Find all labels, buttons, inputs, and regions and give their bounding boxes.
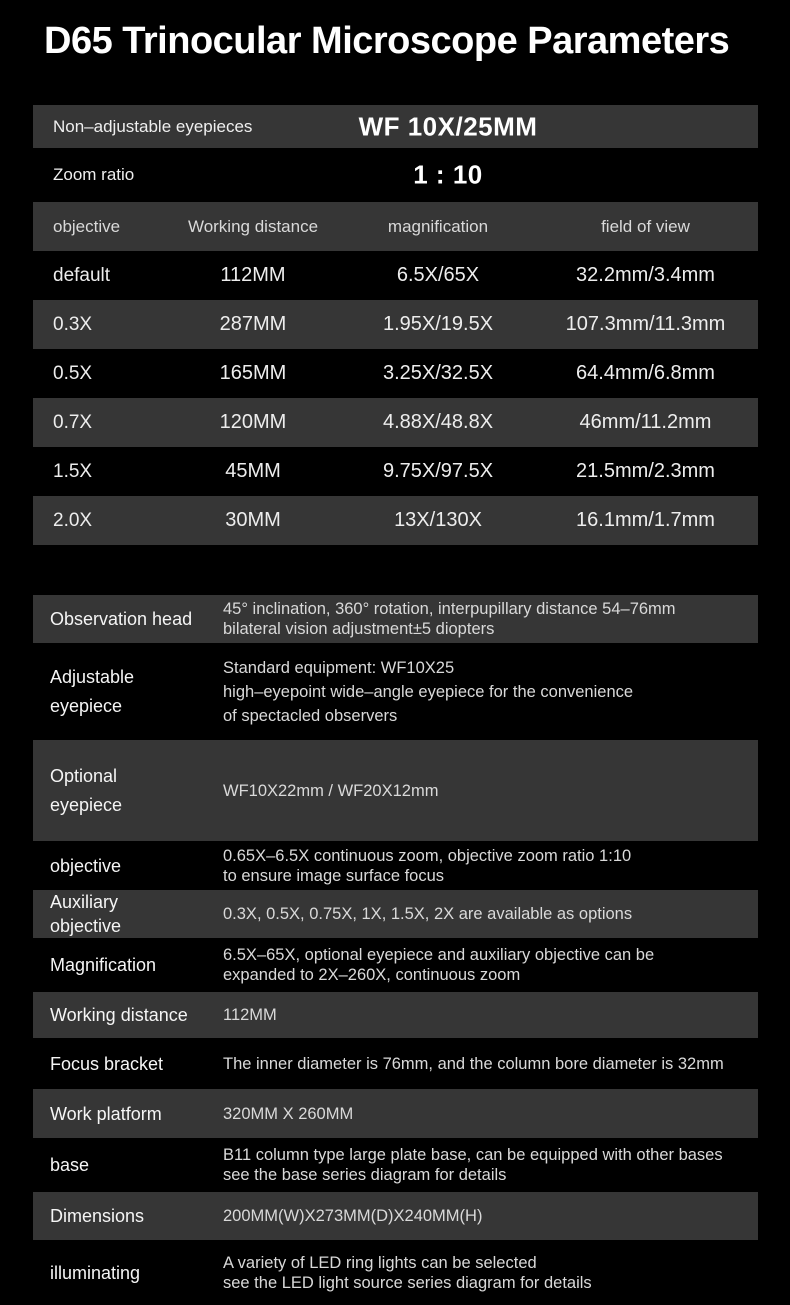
page-title: D65 Trinocular Microscope Parameters xyxy=(44,20,730,62)
spec-label: objective xyxy=(50,855,122,876)
table-row xyxy=(33,349,758,398)
table-row xyxy=(33,496,758,545)
spec-row-adjustable-eyepiece xyxy=(33,643,758,740)
spec-row-auxiliary-objective xyxy=(33,890,758,938)
spec-row-optional-eyepiece xyxy=(33,740,758,841)
table-cell: 112MM xyxy=(220,264,286,286)
spec-label: Adjustable eyepiece xyxy=(50,666,135,716)
spec-label: Optional eyepiece xyxy=(50,765,123,815)
spec-value: 1 : 10 xyxy=(413,159,483,190)
spec-row-magnification xyxy=(33,938,758,992)
table-cell: 165MM xyxy=(219,362,287,384)
top-spec-row-zoom-ratio xyxy=(33,148,758,202)
spec-row-observation-head xyxy=(33,595,758,643)
table-cell: 4.88X/48.8X xyxy=(382,411,494,433)
spec-label: Observation head xyxy=(50,609,193,629)
column-header: Working distance xyxy=(187,216,319,236)
table-cell: 1.95X/19.5X xyxy=(382,313,494,335)
table-row xyxy=(33,398,758,447)
spec-value: WF10X22mm / WF20X12mm xyxy=(223,781,439,800)
table-cell: default xyxy=(53,264,111,286)
spec-label: Zoom ratio xyxy=(53,165,135,184)
spec-value: The inner diameter is 76mm, and the column bore diameter is 32mm xyxy=(223,1054,724,1073)
top-spec-row-eyepieces xyxy=(33,105,758,148)
spec-value: 112MM xyxy=(223,1006,277,1024)
spec-label: Magnification xyxy=(50,955,157,975)
spec-row-dimensions xyxy=(33,1192,758,1240)
table-cell: 13X/130X xyxy=(394,509,482,531)
table-cell: 2.0X xyxy=(53,509,93,531)
table-cell: 16.1mm/1.7mm xyxy=(576,509,715,531)
table-cell: 3.25X/32.5X xyxy=(382,362,494,384)
spec-row-work-platform xyxy=(33,1089,758,1138)
spec-label: illuminating xyxy=(50,1262,141,1283)
spec-row-base xyxy=(33,1138,758,1192)
spec-label: Focus bracket xyxy=(50,1053,164,1074)
table-cell: 0.5X xyxy=(53,362,93,384)
table-cell: 1.5X xyxy=(53,460,93,482)
spec-value: 0.65X–6.5X continuous zoom, objective zoom ratio 1:10 to ensure image surface focus xyxy=(223,846,632,885)
spec-row-objective xyxy=(33,841,758,890)
spec-value: A variety of LED ring lights can be selected see the LED light source series diagram for details xyxy=(223,1253,592,1292)
spec-label: base xyxy=(50,1155,90,1175)
table-cell: 120MM xyxy=(219,411,287,433)
table-row xyxy=(33,447,758,496)
table-cell: 6.5X/65X xyxy=(396,264,480,286)
table-cell: 9.75X/97.5X xyxy=(382,460,494,482)
table-cell: 0.3X xyxy=(53,313,93,335)
column-header: magnification xyxy=(387,216,489,236)
spec-value: 6.5X–65X, optional eyepiece and auxiliary objective can be expanded to 2X–260X, continuous zoom xyxy=(223,946,655,984)
table-row xyxy=(33,300,758,349)
spec-row-working-distance xyxy=(33,992,758,1038)
table-cell: 46mm/11.2mm xyxy=(579,411,712,433)
column-header: objective xyxy=(53,216,121,236)
table-cell: 45MM xyxy=(225,460,281,482)
spec-row-focus-bracket xyxy=(33,1038,758,1089)
table-cell: 107.3mm/11.3mm xyxy=(565,313,726,335)
table-cell: 32.2mm/3.4mm xyxy=(576,264,715,286)
spec-value: B11 column type large plate base, can be equipped with other bases see the base series diagram for details xyxy=(223,1146,723,1184)
table-cell: 287MM xyxy=(219,313,287,335)
spec-value: 200MM(W)X273MM(D)X240MM(H) xyxy=(223,1207,483,1225)
table-cell: 64.4mm/6.8mm xyxy=(576,362,715,384)
spec-value: 320MM X 260MM xyxy=(223,1104,354,1123)
table-header-row xyxy=(33,202,758,251)
spec-label: Auxiliary objective xyxy=(50,892,122,936)
spec-label: Dimensions xyxy=(50,1206,145,1226)
spec-value: 0.3X, 0.5X, 0.75X, 1X, 1.5X, 2X are available as options xyxy=(223,905,633,923)
table-cell: 0.7X xyxy=(53,411,93,433)
table-cell: 21.5mm/2.3mm xyxy=(576,460,715,482)
spec-label: Working distance xyxy=(50,1005,188,1025)
spec-label: Non–adjustable eyepieces xyxy=(53,116,253,136)
table-cell: 30MM xyxy=(225,509,281,531)
spec-value: WF 10X/25MM xyxy=(358,111,538,141)
table-row xyxy=(33,251,758,300)
spec-row-illuminating xyxy=(33,1240,758,1305)
spec-value: Standard equipment: WF10X25 high–eyepoint wide–angle eyepiece for the convenience of spectacled observers xyxy=(223,658,634,725)
spec-value: 45° inclination, 360° rotation, interpupillary distance 54–76mm bilateral vision adjustment±5 diopters xyxy=(223,600,676,638)
column-header: field of view xyxy=(601,216,690,236)
spec-label: Work platform xyxy=(50,1103,162,1124)
